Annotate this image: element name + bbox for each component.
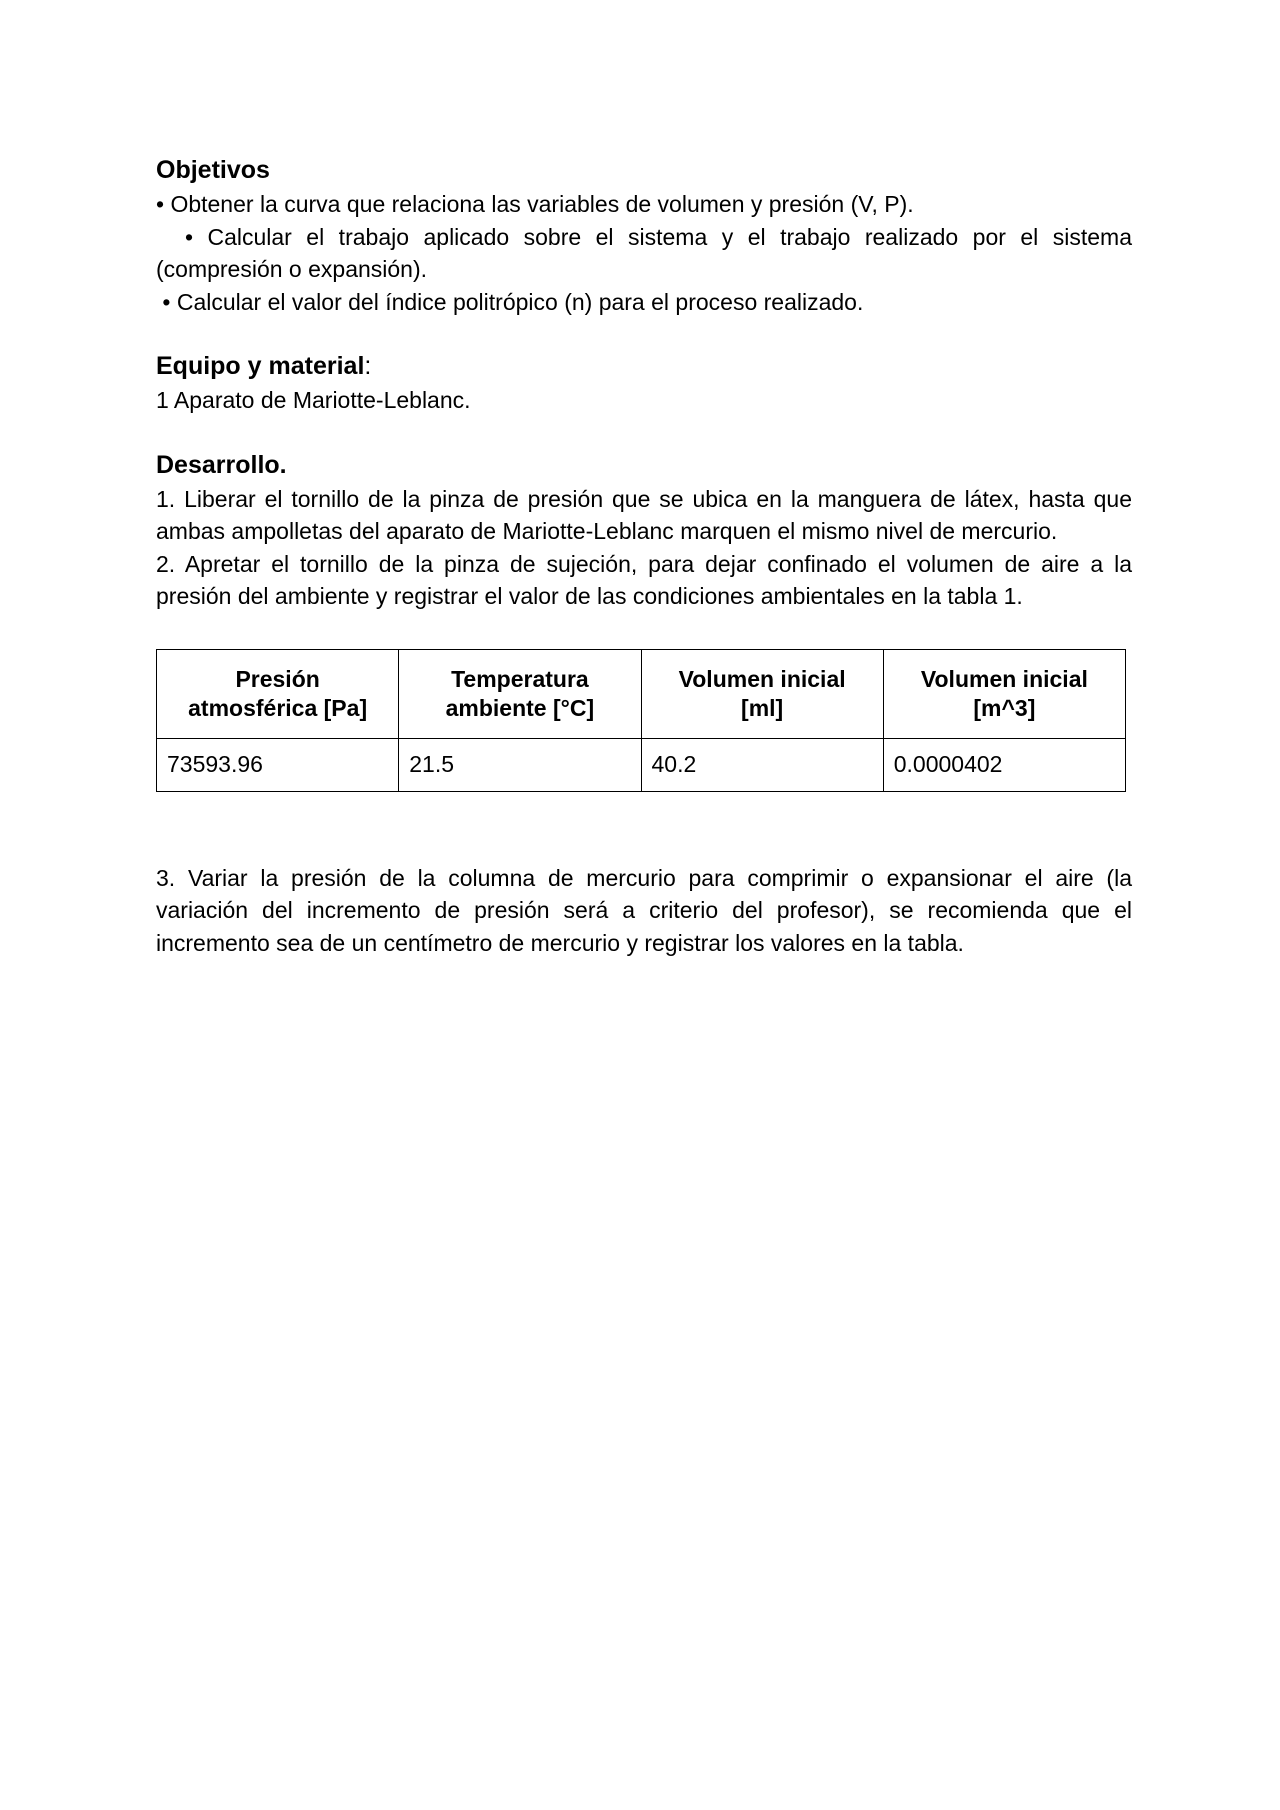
heading-equipo bbox=[156, 348, 1132, 384]
table-cell: 40.2 bbox=[641, 738, 883, 791]
header-volumen-m3 bbox=[883, 649, 1125, 738]
heading-equipo-colon: : bbox=[364, 352, 372, 380]
ambient-conditions-table bbox=[156, 649, 1126, 792]
header-temperatura bbox=[399, 649, 641, 738]
table-header-row bbox=[157, 649, 1126, 738]
section-desarrollo bbox=[156, 447, 1132, 960]
desarrollo-step-3: 3. Variar la presión de la columna de mercurio para comprimir o expansionar el aire (la variación del incremento de presión será a criterio del profesor), se recomienda que el incremento sea de un centímetro de mercurio y registrar los valores en la tabla. bbox=[156, 864, 1132, 956]
heading-desarrollo: Desarrollo. bbox=[156, 450, 287, 479]
section-equipo bbox=[156, 348, 1132, 417]
table-row bbox=[157, 738, 1126, 791]
header-line: Presión bbox=[235, 665, 320, 692]
header-line: Volumen inicial bbox=[678, 665, 846, 692]
heading-equipo-text: Equipo y material bbox=[156, 352, 365, 380]
header-line: Volumen inicial bbox=[920, 665, 1088, 692]
header-line: [m^3] bbox=[973, 694, 1036, 721]
objetivo-item-3: • Calcular el valor del índice politrópico (n) para el proceso realizado. bbox=[156, 288, 864, 315]
header-line: atmosférica [Pa] bbox=[188, 694, 368, 721]
section-objetivos bbox=[156, 152, 1139, 318]
table-cell: 0.0000402 bbox=[883, 738, 1125, 791]
equipo-item-1: 1 Aparato de Mariotte-Leblanc. bbox=[156, 387, 471, 413]
desarrollo-step-2: 2. Apretar el tornillo de la pinza de sujeción, para dejar confinado el volumen de aire a la presión del ambiente y registrar el valor de las condiciones ambientales en la tabla 1. bbox=[156, 550, 1132, 609]
header-line: [ml] bbox=[741, 694, 784, 721]
desarrollo-step-1: 1. Liberar el tornillo de la pinza de presión que se ubica en la manguera de látex, hasta que ambas ampolletas del aparato de Mariotte-Leblanc marquen el mismo nivel de mercurio. bbox=[156, 485, 1132, 544]
objetivo-item-2: • Calcular el trabajo aplicado sobre el sistema y el trabajo realizado por el sistema (compresión o expansión). bbox=[156, 223, 1139, 282]
header-line: ambiente [°C] bbox=[445, 694, 595, 721]
objetivo-item-1: • Obtener la curva que relaciona las variables de volumen y presión (V, P). bbox=[156, 191, 914, 217]
table-cell: 21.5 bbox=[399, 738, 641, 791]
table-cell: 73593.96 bbox=[157, 738, 399, 791]
header-presion bbox=[157, 649, 399, 738]
heading-objetivos: Objetivos bbox=[156, 156, 270, 184]
header-volumen-ml bbox=[641, 649, 883, 738]
header-line: Temperatura bbox=[451, 665, 589, 692]
